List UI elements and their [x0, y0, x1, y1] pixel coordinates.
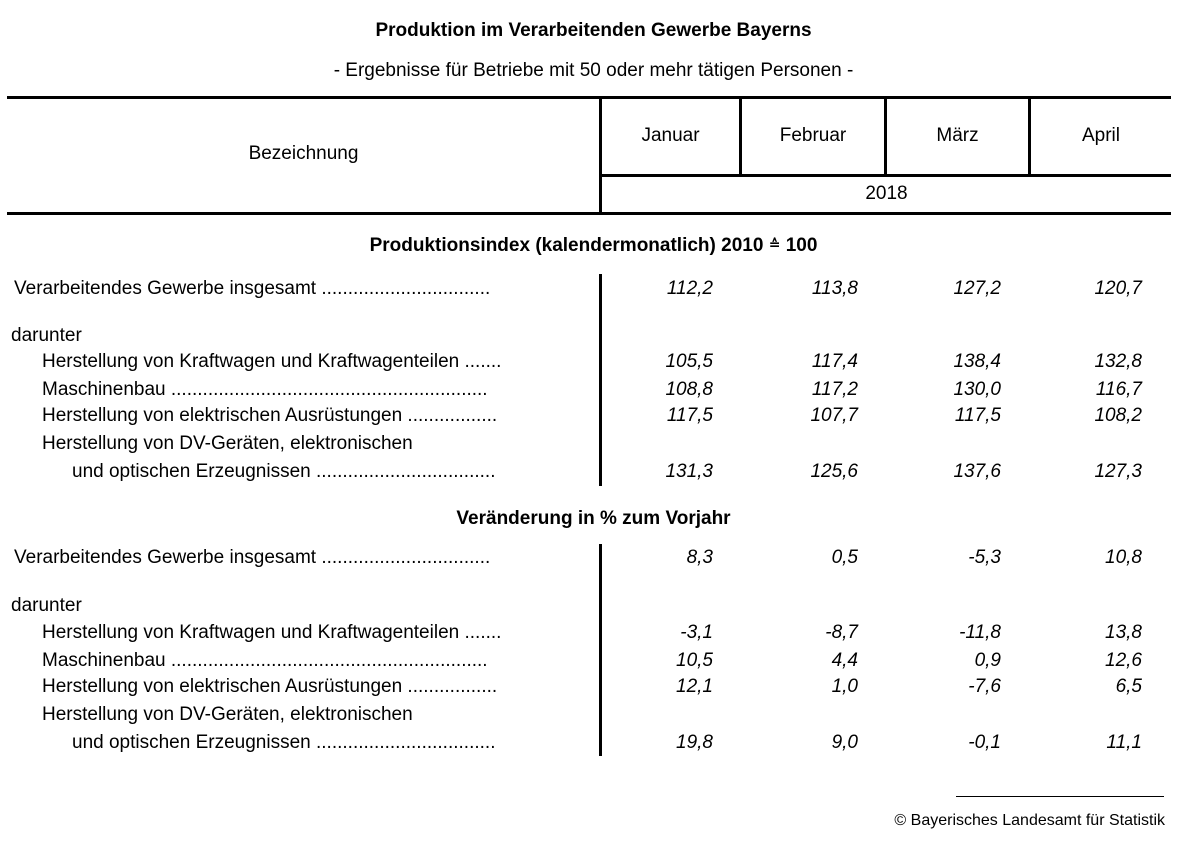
table-cell-value: 107,7: [810, 405, 858, 426]
column-header-label: Bezeichnung: [248, 143, 359, 164]
row-label: Maschinenbau ............................................................: [42, 650, 488, 671]
table-cell-value: 12,1: [676, 676, 713, 697]
section-heading-text: Produktionsindex (kalendermonatlich) 2010: [369, 235, 769, 256]
table-cell-value: -7,6: [968, 676, 1001, 697]
table-cell-value: 127,2: [953, 278, 1001, 299]
row-group-label: darunter: [11, 325, 82, 346]
table-cell-value: 127,3: [1094, 461, 1142, 482]
section-heading-tail: 100: [780, 235, 818, 256]
corresponds-symbol-icon: ≙: [768, 236, 781, 252]
table-cell-value: 137,6: [953, 461, 1001, 482]
table-cell-value: 8,3: [686, 547, 713, 568]
table-cell-value: 10,8: [1105, 547, 1142, 568]
column-header-year: 2018: [865, 183, 908, 204]
table-cell-value: 112,2: [666, 278, 713, 299]
row-label: Verarbeitendes Gewerbe insgesamt ................................: [14, 278, 491, 299]
row-label: und optischen Erzeugnissen ..................................: [72, 732, 496, 753]
page-subtitle: - Ergebnisse für Betriebe mit 50 oder mehr tätigen Personen -: [333, 60, 854, 81]
table-cell-value: 10,5: [676, 650, 713, 671]
header-bottom-rule: [7, 212, 1171, 215]
table-cell-value: 138,4: [953, 351, 1001, 372]
row-label: Herstellung von DV-Geräten, elektronischen: [42, 704, 413, 725]
column-header-month: März: [936, 125, 979, 146]
row-label: Maschinenbau ............................................................: [42, 379, 488, 400]
row-label: Herstellung von elektrischen Ausrüstungen .................: [42, 676, 498, 697]
column-header-month: Januar: [641, 125, 700, 146]
table-cell-value: 117,5: [954, 405, 1001, 426]
section-heading: [0, 235, 1187, 257]
table-cell-value: 108,2: [1094, 405, 1142, 426]
row-label: Verarbeitendes Gewerbe insgesamt ................................: [14, 547, 491, 568]
table-cell-value: 120,7: [1094, 278, 1142, 299]
table-cell-value: -11,8: [959, 622, 1001, 643]
footer-rule: [956, 796, 1164, 797]
table-cell-value: 13,8: [1105, 622, 1142, 643]
copyright-text: © Bayerisches Landesamt für Statistik: [894, 812, 1165, 829]
table-cell-value: 117,5: [666, 405, 713, 426]
table-cell-value: 108,8: [665, 379, 713, 400]
table-cell-value: 131,3: [665, 461, 713, 482]
table-cell-value: 0,5: [831, 547, 858, 568]
table-cell-value: 1,0: [831, 676, 858, 697]
column-header-month: Februar: [779, 125, 847, 146]
row-label: Herstellung von Kraftwagen und Kraftwagenteilen .......: [42, 351, 502, 372]
row-group-label: darunter: [11, 595, 82, 616]
table-cell-value: 117,2: [811, 379, 858, 400]
table-cell-value: -3,1: [680, 622, 713, 643]
table-cell-value: 117,4: [811, 351, 858, 372]
table-cell-value: 9,0: [831, 732, 858, 753]
row-label: Herstellung von Kraftwagen und Kraftwagenteilen .......: [42, 622, 502, 643]
table-cell-value: 12,6: [1105, 650, 1142, 671]
table-cell-value: 11,1: [1106, 732, 1142, 753]
row-label: und optischen Erzeugnissen ..................................: [72, 461, 496, 482]
row-label: Herstellung von elektrischen Ausrüstungen .................: [42, 405, 498, 426]
table-cell-value: -5,3: [968, 547, 1001, 568]
table-cell-value: 125,6: [810, 461, 858, 482]
page-title: Produktion im Verarbeitenden Gewerbe Bayerns: [375, 20, 812, 41]
table-cell-value: 6,5: [1115, 676, 1142, 697]
table-cell-value: 116,7: [1095, 379, 1142, 400]
header-top-rule: [7, 96, 1171, 99]
table-cell-value: 19,8: [676, 732, 713, 753]
table-cell-value: 113,8: [811, 278, 858, 299]
section-heading: Veränderung in % zum Vorjahr: [456, 508, 731, 529]
table-cell-value: 0,9: [974, 650, 1001, 671]
column-header-month: April: [1081, 125, 1120, 146]
table-cell-value: -8,7: [825, 622, 858, 643]
table-cell-value: -0,1: [968, 732, 1001, 753]
table-cell-value: 105,5: [665, 351, 713, 372]
table-cell-value: 130,0: [953, 379, 1001, 400]
table-cell-value: 132,8: [1094, 351, 1142, 372]
table-cell-value: 4,4: [831, 650, 858, 671]
row-label: Herstellung von DV-Geräten, elektronischen: [42, 433, 413, 454]
